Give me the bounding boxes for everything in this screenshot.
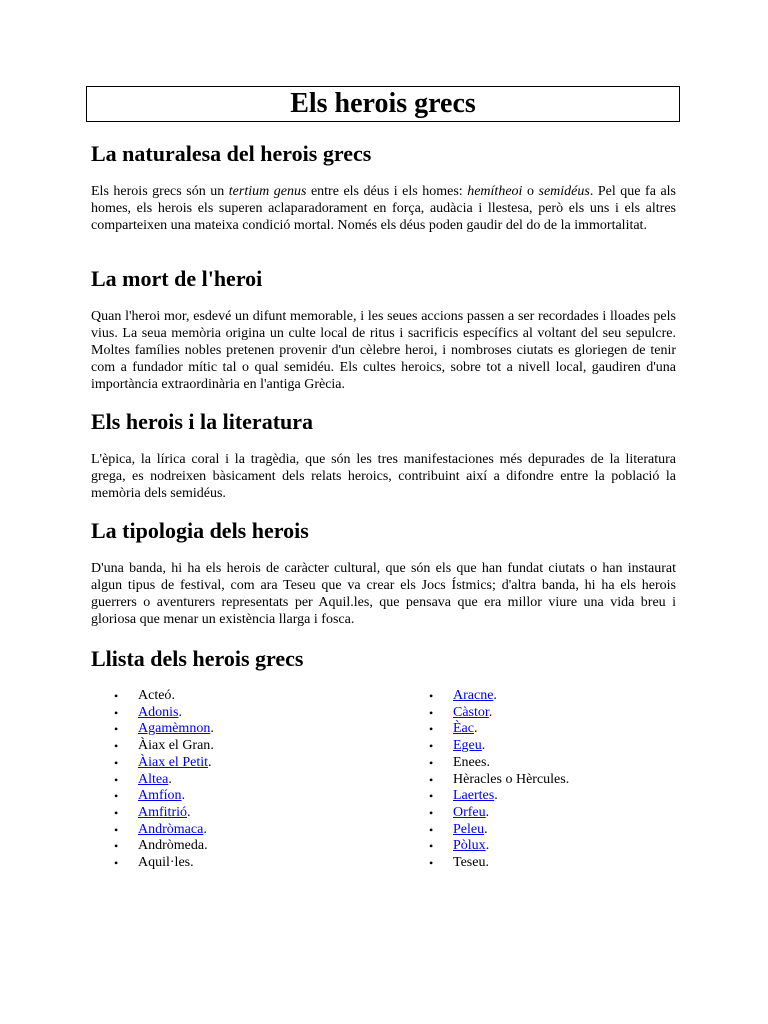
hero-link[interactable]: Egeu: [453, 738, 482, 754]
list-item: • Andròmaca.: [138, 822, 214, 839]
paragraph-naturalesa: Els herois grecs són un tertium genus entre els déus i els homes: hemítheoi o semidéus. Pel que fa als homes, els herois els superen aclaparadorament en força, audàcia i llestesa, però els uns i els altres comparteixen una mateixa condició mortal. Només els déus poden gaudir del do de la immortalitat.: [91, 184, 677, 233]
list-item: • Agamèmnon.: [138, 721, 214, 738]
heading-tipologia: La tipologia dels herois: [91, 518, 309, 543]
hero-link[interactable]: Pòlux: [453, 838, 486, 854]
hero-name: Àiax el Gran: [138, 738, 211, 754]
section-llista: [91, 646, 676, 672]
hero-link[interactable]: Càstor: [453, 704, 489, 720]
hero-name: Aquil·les: [138, 855, 191, 871]
list-item: • Orfeu.: [453, 805, 569, 822]
hero-link[interactable]: Amfíon: [138, 788, 182, 804]
hero-name: Hèracles o Hèrcules: [453, 771, 566, 787]
heroes-list-right: [453, 688, 569, 872]
list-item: • Hèracles o Hèrcules.: [453, 772, 569, 789]
list-item: • Altea.: [138, 772, 214, 789]
title-box: [86, 86, 680, 122]
heroes-list-left: [138, 688, 214, 872]
hero-link[interactable]: Àiax el Petit: [138, 754, 208, 770]
paragraph-mort: Quan l'heroi mor, esdevé un difunt memorable, i les seues accions passen a ser recordades i lloades pels vius. La seua memòria origina un culte local de ritus i sacrificis específics al voltant del seu sepulcre. Moltes famílies nobles pretenen provenir d'un cèlebre heroi, i nombroses ciutats es gloriegen de tenir com a fundador mític tal o qual semidéu. Els cultes heroics, sobre tot a nivell local, gaudiren d'una importància extraordinària en l'antiga Grècia.: [91, 309, 676, 392]
hero-name: Teseu: [453, 855, 486, 871]
hero-link[interactable]: Peleu: [453, 821, 485, 837]
list-item: • Aracne.: [453, 688, 569, 705]
heading-mort: La mort de l'heroi: [91, 266, 263, 291]
hero-link[interactable]: Altea: [138, 771, 169, 787]
list-item: • Càstor.: [453, 705, 569, 722]
list-item: • Amfíon.: [138, 788, 214, 805]
hero-link[interactable]: Laertes: [453, 788, 495, 804]
list-item: • Enees.: [453, 755, 569, 772]
section-naturalesa: [91, 141, 676, 234]
list-item: • Amfitrió.: [138, 805, 214, 822]
hero-link[interactable]: Agamèmnon: [138, 721, 211, 737]
list-item: • Teseu.: [453, 855, 569, 872]
list-item: • Adonis.: [138, 705, 214, 722]
hero-link[interactable]: Aracne: [453, 688, 494, 703]
list-item: • Pòlux.: [453, 838, 569, 855]
list-item: • Acteó.: [138, 688, 214, 705]
heading-literatura: Els herois i la literatura: [91, 409, 314, 434]
heading-llista: Llista dels herois grecs: [91, 646, 304, 671]
list-item: • Egeu.: [453, 738, 569, 755]
hero-link[interactable]: Orfeu: [453, 804, 486, 820]
hero-link[interactable]: Adonis: [138, 704, 179, 720]
list-item: • Peleu.: [453, 822, 569, 839]
list-item: • Àiax el Petit.: [138, 755, 214, 772]
hero-link[interactable]: Amfitrió: [138, 804, 187, 820]
list-item: • Laertes.: [453, 788, 569, 805]
section-tipologia: [91, 518, 676, 628]
list-item: • Aquil·les.: [138, 855, 214, 872]
paragraph-literatura: L'èpica, la lírica coral i la tragèdia, que són les tres manifestaciones més depurades de la literatura grega, es nodreixen bàsicament dels relats heroics, contribuint així a difondre entre la població la memòria dels semidéus.: [91, 452, 676, 501]
list-item: • Àiax el Gran.: [138, 738, 214, 755]
paragraph-tipologia: D'una banda, hi ha els herois de caràcter cultural, que són els que han fundat ciutats o han instaurat algun tipus de festival, com ara Teseu que va crear els Jocs Ístmics; d'altra banda, hi ha els herois guerrers o aventurers representats per Aquil.les, que pensava que era millor viure una vida breu i gloriosa que menar un existència llarga i fosca.: [91, 561, 676, 627]
section-mort: [91, 266, 676, 393]
hero-name: Andròmeda: [138, 838, 205, 854]
hero-link[interactable]: Andròmaca: [138, 821, 204, 837]
heading-naturalesa: La naturalesa del herois grecs: [91, 141, 372, 166]
list-item: • Andròmeda.: [138, 838, 214, 855]
document-title: Els herois grecs: [290, 88, 476, 119]
section-literatura: [91, 409, 676, 502]
hero-name: Acteó: [138, 688, 172, 703]
list-item: • Èac.: [453, 721, 569, 738]
hero-link[interactable]: Èac: [453, 721, 474, 737]
hero-name: Enees: [453, 754, 487, 770]
